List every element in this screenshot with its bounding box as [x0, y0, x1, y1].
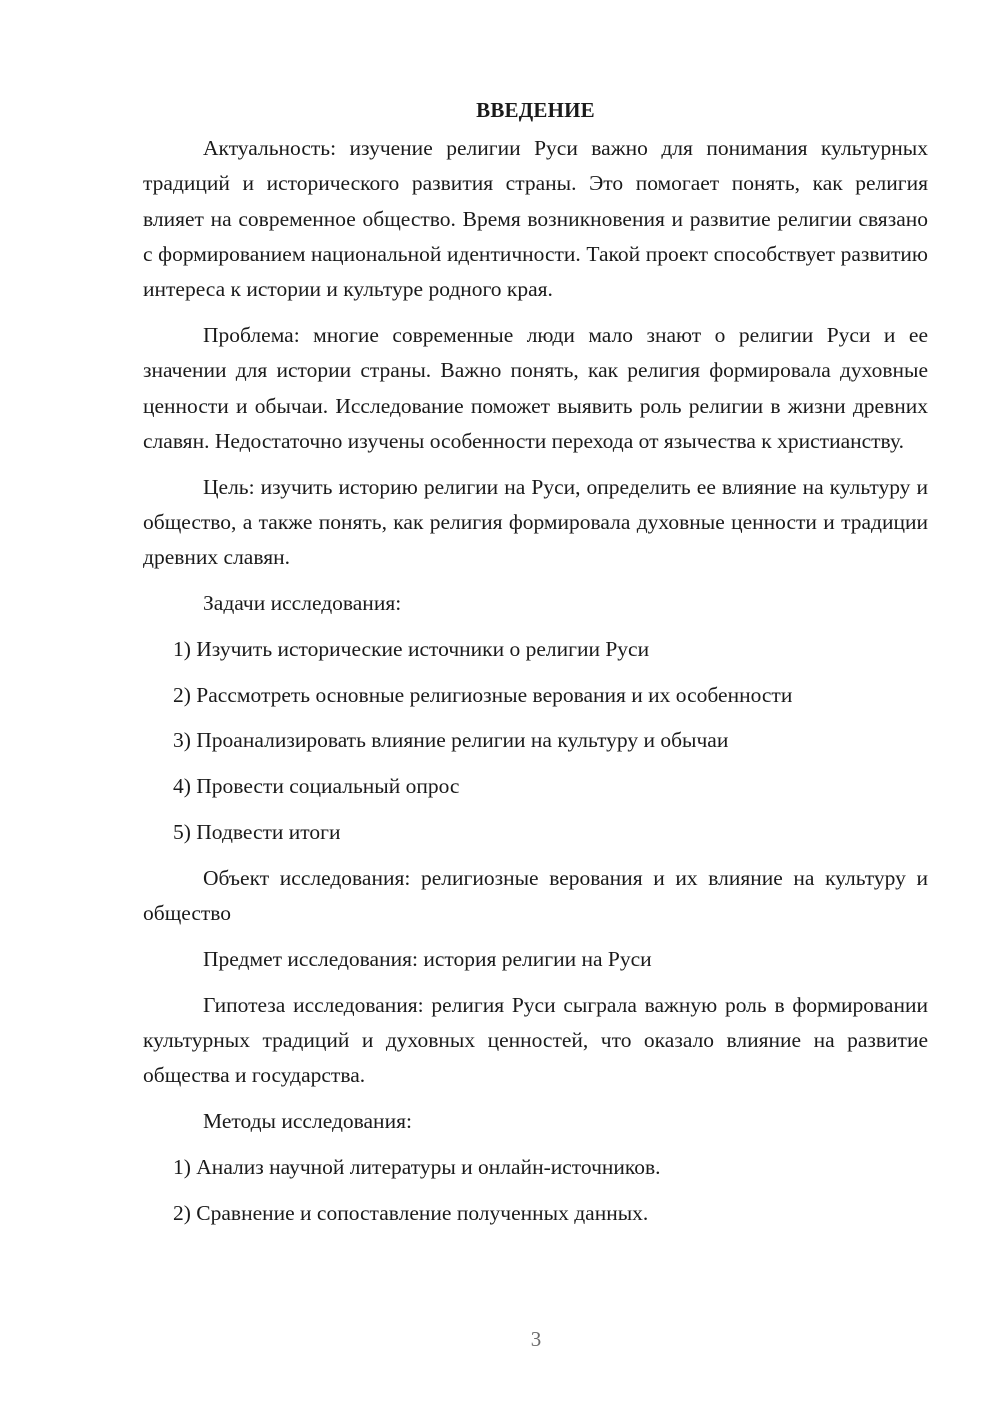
methods-list	[143, 1150, 928, 1231]
tasks-heading: Задачи исследования:	[203, 591, 402, 616]
paragraph-relevance: Актуальность: изучение религии Руси важно для понимания культурных традиций и исторического развития страны. Это помогает понять, как религия влияет на современное общество. Время возникновения и развитие религии связано с формированием национальной идентичности. Такой проект способствует развитию интереса к истории и культуре родного края.	[143, 136, 928, 302]
document-page	[143, 93, 928, 1242]
paragraph-hypothesis: Гипотеза исследования: религия Руси сыграла важную роль в формировании культурных традиций и духовных ценностей, что оказало влияние на развитие общества и государства.	[143, 992, 928, 1088]
list-item: 4) Провести социальный опрос	[173, 774, 460, 799]
list-item: 3) Проанализировать влияние религии на культуру и обычаи	[173, 728, 729, 753]
paragraph-subject: Предмет исследования: история религии на Руси	[203, 946, 652, 971]
paragraph-goal: Цель: изучить историю религии на Руси, определить ее влияние на культуру и общество, а также понять, как религия формировала духовные ценности и традиции древних славян.	[143, 474, 928, 570]
list-item: 1) Изучить исторические источники о религии Руси	[173, 636, 650, 661]
methods-heading: Методы исследования:	[203, 1109, 412, 1134]
list-item: 1) Анализ научной литературы и онлайн-источников.	[173, 1154, 661, 1179]
paragraph-object: Объект исследования: религиозные верования и их влияние на культуру и общество	[143, 865, 928, 926]
list-item: 2) Рассмотреть основные религиозные верования и их особенности	[173, 682, 793, 707]
page-number: 3	[530, 1327, 542, 1351]
list-item: 5) Подвести итоги	[173, 820, 341, 845]
tasks-list	[143, 632, 928, 850]
section-title: ВВЕДЕНИЕ	[476, 98, 595, 122]
list-item: 2) Сравнение и сопоставление полученных данных.	[173, 1200, 649, 1225]
paragraph-problem: Проблема: многие современные люди мало знают о религии Руси и ее значении для истории страны. Важно понять, как религия формировала духовные ценности и обычаи. Исследование поможет выявить роль религии в жизни древних славян. Недостаточно изучены особенности перехода от язычества к христианству.	[143, 322, 928, 453]
